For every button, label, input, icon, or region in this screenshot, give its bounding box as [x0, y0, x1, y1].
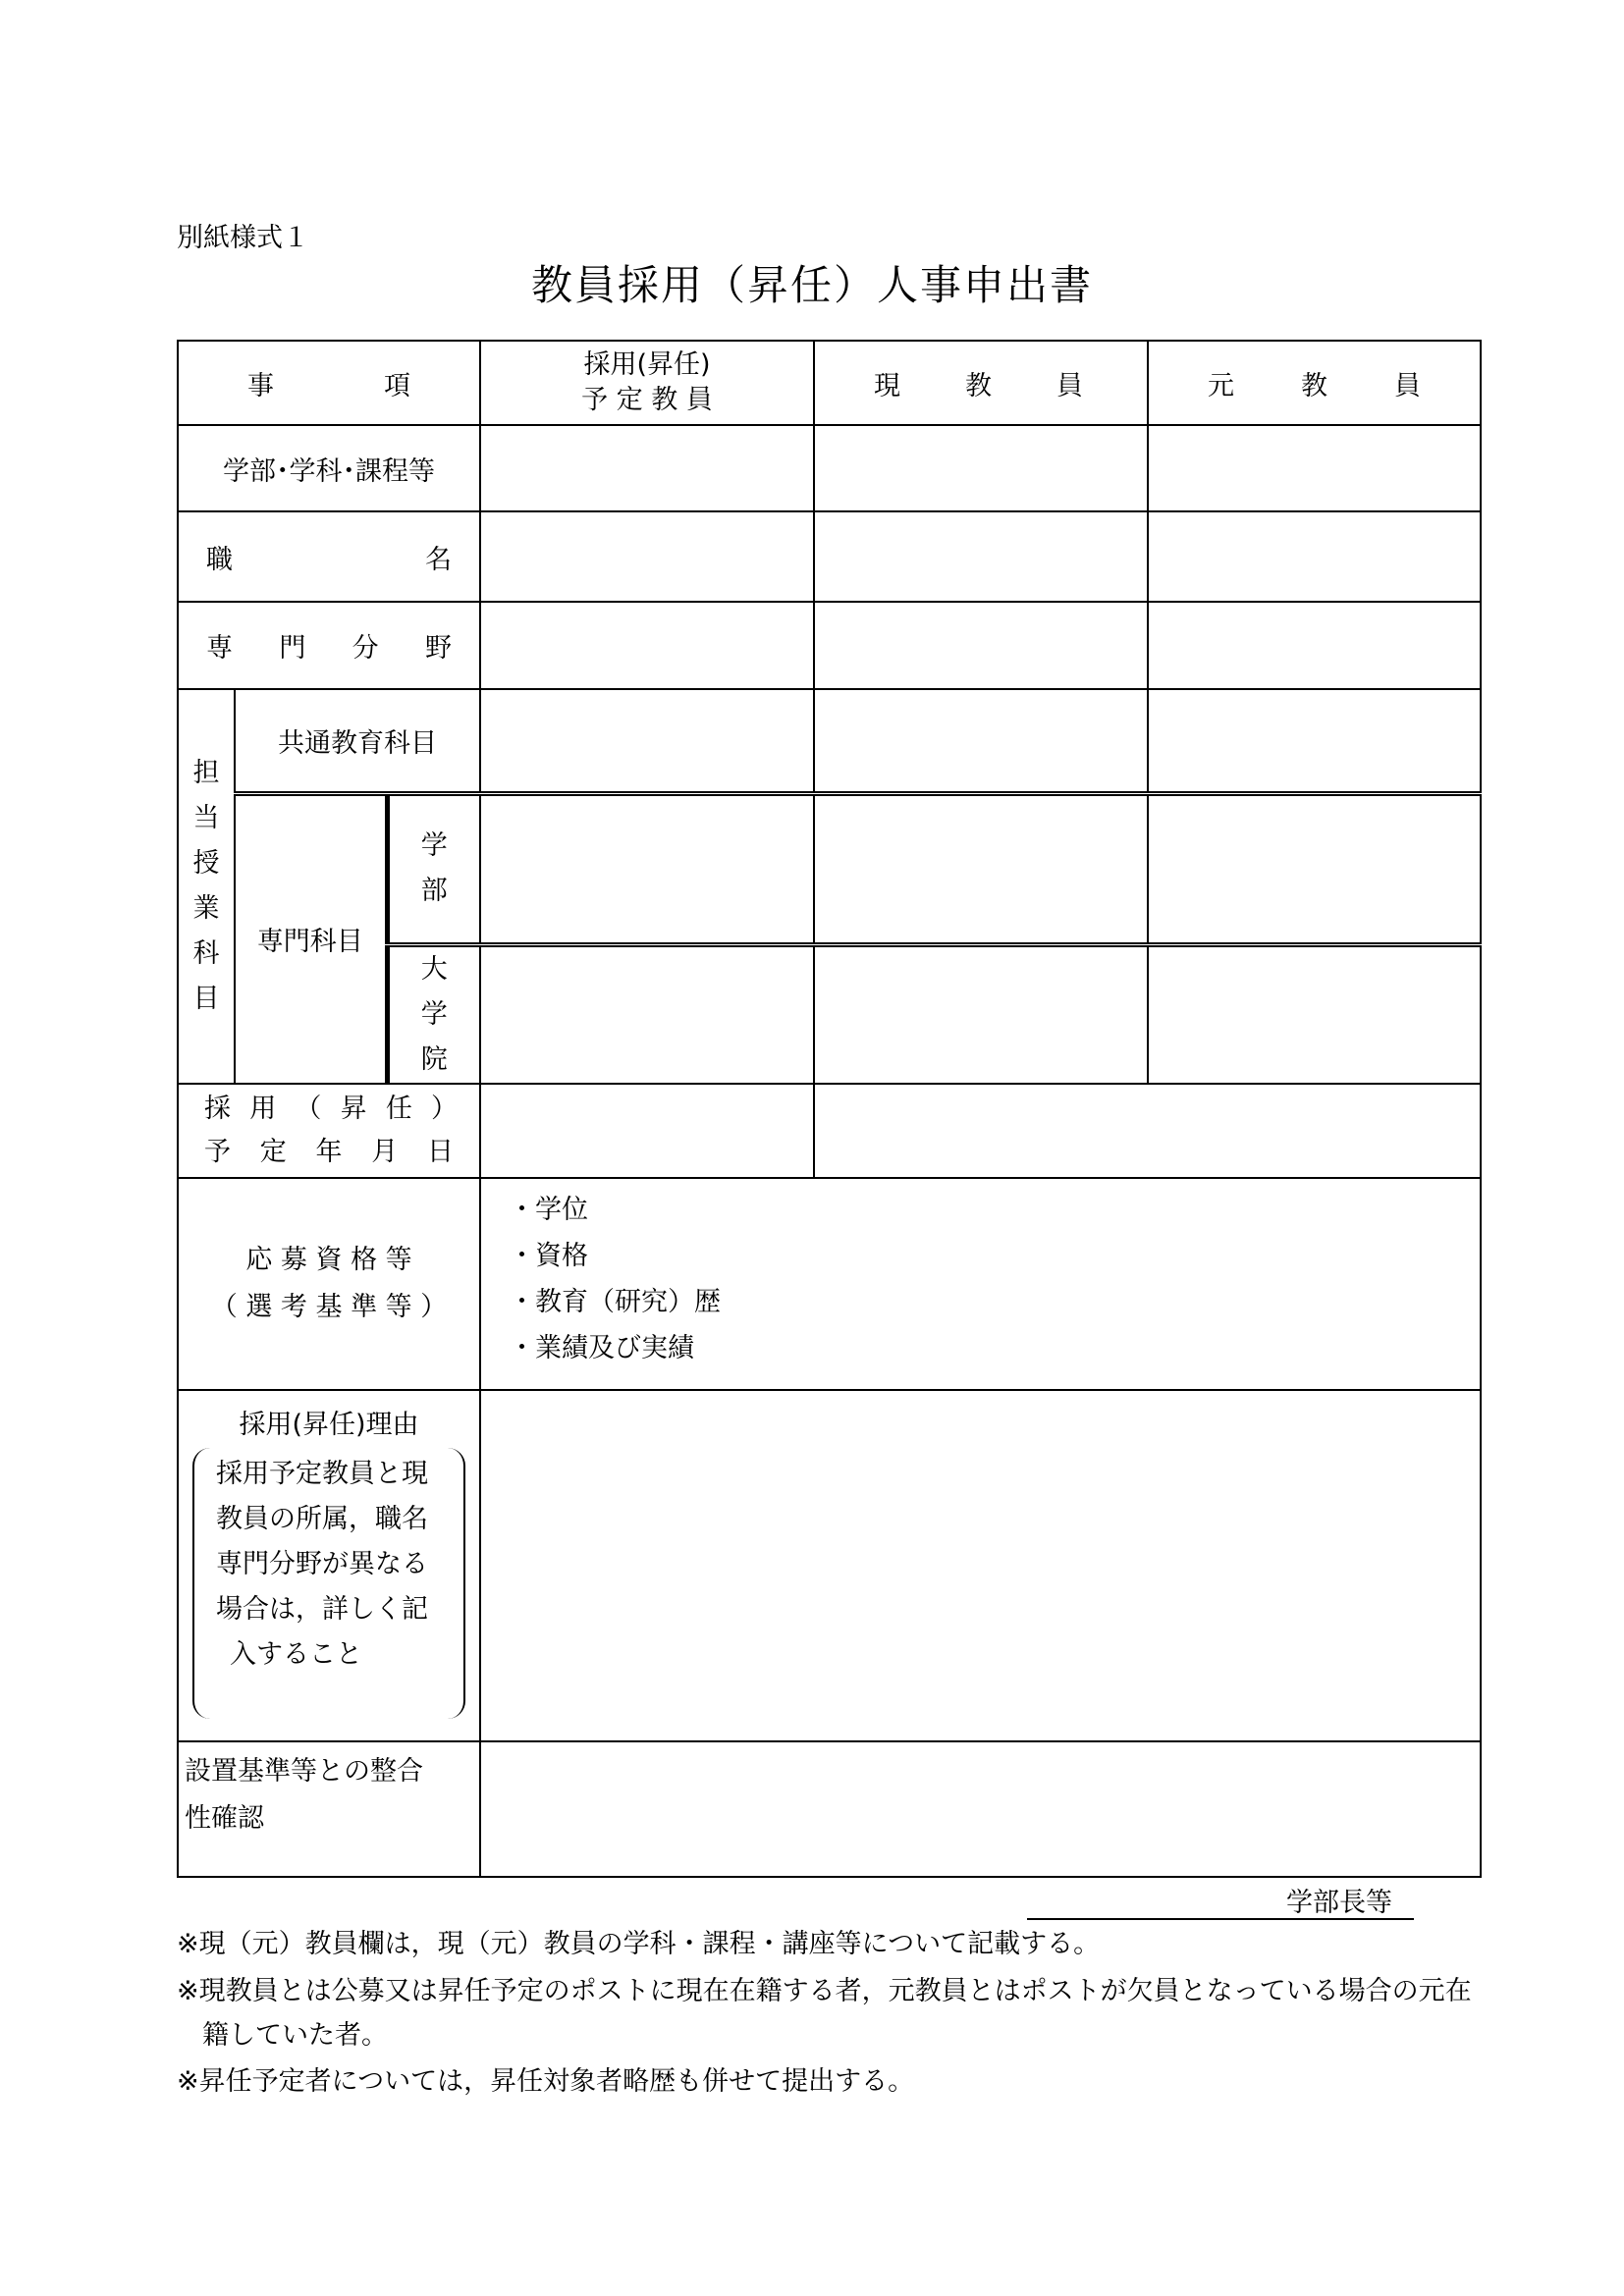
page-title: 教員採用（昇任）人事申出書: [530, 261, 1093, 309]
department-planned-field[interactable]: [480, 425, 814, 511]
footnote: ※昇任予定者については，昇任対象者略歴も併せて提出する。: [177, 2066, 915, 2097]
planned-date-char: 予: [204, 1137, 231, 1167]
courses-group-char: 当: [192, 803, 220, 833]
position-former-field[interactable]: [1148, 511, 1481, 602]
planned-date-field[interactable]: [480, 1084, 814, 1178]
qualifications-label-cell: [178, 1178, 480, 1390]
planned-date-char: （: [295, 1094, 322, 1124]
faculty-former-field[interactable]: [1148, 793, 1481, 944]
consistency-line: 設置基準等との整合: [185, 1756, 423, 1787]
graduate-label-char: 大: [420, 953, 448, 985]
courses-group-char: 授: [192, 848, 220, 879]
header-former-cell: [1148, 341, 1481, 425]
planned-date-label-cell: [178, 1084, 480, 1178]
header-current-char: 現: [874, 370, 901, 401]
faculty-current-field[interactable]: [814, 793, 1148, 944]
specialty-label-char: 専: [206, 633, 233, 664]
department-label: 学部･学科･課程等: [178, 425, 480, 511]
graduate-planned-field[interactable]: [480, 944, 814, 1084]
application-form-table: [177, 340, 1482, 1878]
graduate-label-char: 院: [420, 1043, 448, 1075]
qualification-item: ・資格: [509, 1241, 589, 1271]
courses-group-char: 科: [192, 938, 220, 969]
common-courses-former-field[interactable]: [1148, 689, 1481, 793]
header-item-cell: [178, 341, 480, 425]
department-current-field[interactable]: [814, 425, 1148, 511]
specialty-label-cell: [178, 602, 480, 689]
planned-date-char: 定: [259, 1137, 287, 1167]
planned-date-char: 採: [204, 1094, 231, 1124]
courses-group-char: 目: [192, 984, 220, 1014]
reason-title: 採用(昇任)理由: [239, 1410, 419, 1440]
planned-date-char: 年: [315, 1137, 343, 1167]
qualification-item: ・教育（研究）歴: [509, 1287, 722, 1317]
header-planned-line2: 予 定 教 員: [581, 385, 713, 415]
reason-field[interactable]: [480, 1390, 1481, 1741]
specialized-courses-label: 専門科目: [235, 793, 387, 1084]
qualifications-field[interactable]: [480, 1178, 1481, 1390]
position-label-cell: [178, 511, 480, 602]
common-courses-label: 共通教育科目: [235, 689, 480, 793]
qualifications-line1: 応 募 資 格 等: [245, 1245, 412, 1275]
specialty-label-char: 分: [352, 633, 379, 664]
reason-note-bracket: [192, 1448, 465, 1719]
graduate-former-field[interactable]: [1148, 944, 1481, 1084]
reason-label-cell: [178, 1390, 480, 1741]
footnote: ※現（元）教員欄は，現（元）教員の学科・課程・講座等について記載する。: [177, 1929, 1101, 1959]
qualifications-line2: （ 選 考 基 準 等 ）: [210, 1292, 448, 1322]
header-planned-cell: [480, 341, 814, 425]
specialty-current-field[interactable]: [814, 602, 1148, 689]
department-former-field[interactable]: [1148, 425, 1481, 511]
graduate-label-cell: [387, 944, 480, 1084]
header-former-char: 元: [1208, 370, 1235, 401]
position-label-char: 名: [425, 544, 453, 575]
faculty-planned-field[interactable]: [480, 793, 814, 944]
faculty-label-char: 部: [420, 876, 448, 906]
consistency-line: 性確認: [185, 1803, 264, 1834]
consistency-field[interactable]: [480, 1741, 1481, 1877]
position-planned-field[interactable]: [480, 511, 814, 602]
reason-note-line: 入すること: [230, 1639, 362, 1670]
qualification-list: [481, 1179, 1480, 1371]
planned-date-char: 用: [249, 1094, 277, 1124]
common-courses-planned-field[interactable]: [480, 689, 814, 793]
form-reference: 別紙様式１: [177, 223, 309, 253]
footnote: ※現教員とは公募又は昇任予定のポストに現在在籍する者，元教員とはポストが欠員となっている場合の元在籍していた者。: [177, 1976, 1472, 2051]
consistency-label-cell: [178, 1741, 480, 1877]
header-former-char: 員: [1394, 370, 1422, 401]
planned-date-char: ）: [431, 1094, 459, 1124]
courses-group-char: 業: [192, 893, 220, 924]
common-courses-current-field[interactable]: [814, 689, 1148, 793]
faculty-label-char: 学: [420, 830, 448, 861]
header-current-char: 員: [1056, 370, 1084, 401]
position-label-char: 職: [206, 544, 233, 575]
signature-label: 学部長等: [1286, 1888, 1392, 1918]
header-planned-line1: 採用(昇任): [583, 349, 711, 380]
planned-date-char: 昇: [340, 1094, 367, 1124]
reason-note-line: 専門分野が異なる: [216, 1549, 428, 1579]
header-current-char: 教: [965, 370, 993, 401]
specialty-label-char: 野: [424, 633, 452, 664]
graduate-current-field[interactable]: [814, 944, 1148, 1084]
planned-date-char: 月: [371, 1137, 399, 1167]
planned-date-extra-field[interactable]: [814, 1084, 1481, 1178]
header-item-char: 項: [384, 370, 411, 401]
reason-note-line: 教員の所属，職名: [216, 1504, 428, 1534]
header-current-cell: [814, 341, 1148, 425]
courses-group-label: [178, 689, 235, 1084]
specialty-planned-field[interactable]: [480, 602, 814, 689]
position-current-field[interactable]: [814, 511, 1148, 602]
graduate-label-char: 学: [420, 998, 448, 1030]
planned-date-char: 日: [427, 1137, 454, 1167]
faculty-label-cell: [387, 793, 480, 944]
reason-note-line: 場合は，詳しく記: [216, 1594, 428, 1625]
header-item-char: 事: [247, 370, 274, 401]
specialty-former-field[interactable]: [1148, 602, 1481, 689]
header-former-char: 教: [1301, 370, 1328, 401]
qualification-item: ・業績及び実績: [509, 1333, 695, 1363]
reason-note-line: 採用予定教員と現: [216, 1459, 428, 1489]
qualification-item: ・学位: [509, 1195, 589, 1225]
specialty-label-char: 門: [279, 633, 306, 664]
courses-group-char: 担: [192, 758, 220, 788]
planned-date-char: 任: [385, 1094, 412, 1124]
